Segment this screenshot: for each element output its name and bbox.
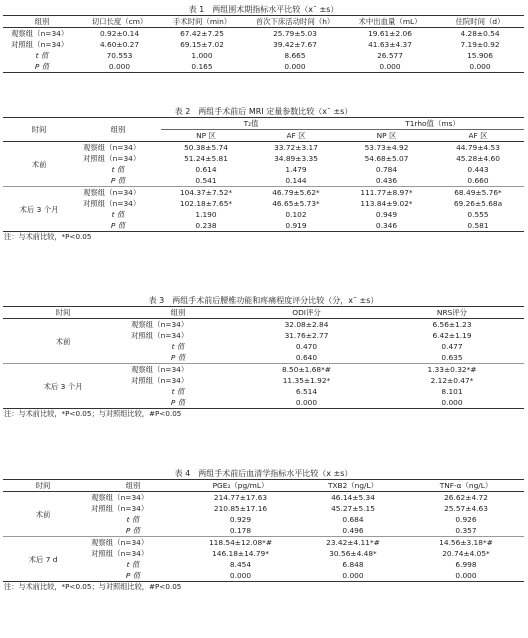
row-label: 对照组（n=34） — [91, 504, 149, 513]
table-row — [3, 153, 524, 164]
table-cell: 53.73±4.92 — [364, 143, 409, 152]
table-cell: 32.08±2.84 — [284, 320, 329, 329]
table-cell: 1.000 — [191, 51, 213, 60]
table-cell: 46.65±5.73* — [272, 199, 320, 208]
table-2-caption: 表 2 两组手术前后 MRI 定量参数比较（x¯ ±s） — [174, 107, 353, 116]
table-cell: 0.660 — [467, 176, 489, 185]
table-cell: 104.37±7.52* — [161, 187, 251, 199]
row-label: P 值 — [125, 571, 141, 580]
table-3-grid — [3, 306, 524, 409]
table-cell: 113.84±9.02* — [360, 199, 413, 208]
table-3 — [3, 295, 524, 419]
row-label: 观察组（n=34） — [75, 187, 161, 199]
t2-header-time: 时间 — [3, 118, 75, 142]
table-cell: 6.998 — [455, 560, 477, 569]
table-cell: 41.63±4.37 — [368, 40, 412, 49]
t4-header-group: 组别 — [83, 480, 183, 492]
table-cell: 45.28±4.60 — [456, 154, 500, 163]
t3-header-time: 时间 — [3, 307, 123, 319]
row-label: P 值 — [125, 526, 141, 535]
table-cell: 0.635 — [441, 353, 463, 362]
table-row — [3, 319, 524, 331]
table-cell: 6.514 — [295, 387, 318, 396]
t4-header-txb2: TXB2（ng/L） — [298, 480, 408, 492]
table-cell: 8.50±1.68*# — [233, 364, 380, 376]
table-2-note: 注：与术前比较，*P<0.05 — [4, 232, 92, 241]
table-cell: 214.77±17.63 — [213, 493, 268, 502]
table-cell: 0.443 — [467, 165, 489, 174]
table-row — [3, 50, 524, 61]
t2-header-t2: T₂值 — [161, 118, 341, 130]
table-cell: 11.35±1.92* — [282, 376, 331, 385]
table-cell: 0.640 — [295, 353, 318, 362]
table-cell: 6.42±1.19 — [432, 331, 472, 340]
table-cell: 0.919 — [285, 221, 307, 230]
row-label: t 值 — [111, 210, 125, 219]
table-cell: 0.477 — [441, 342, 463, 351]
table-4 — [3, 468, 524, 592]
table-cell: 1.190 — [195, 210, 217, 219]
table-cell: 68.49±5.76* — [432, 187, 524, 199]
table-cell: 0.000 — [229, 571, 252, 580]
table-cell: 102.18±7.65* — [179, 199, 233, 208]
table-cell: 26.62±4.72 — [444, 493, 488, 502]
row-label: t 值 — [171, 387, 185, 396]
row-group-time: 术前 — [31, 159, 47, 169]
table-2 — [3, 106, 524, 242]
table-4-grid — [3, 479, 524, 582]
table-cell: 0.000 — [108, 62, 131, 71]
table-cell: 30.56±4.48* — [329, 549, 377, 558]
row-label: 对照组（n=34） — [91, 549, 149, 558]
table-row — [3, 209, 524, 220]
row-label: 观察组（n=34） — [11, 29, 69, 38]
row-label: 对照组（n=34） — [11, 40, 69, 49]
table-cell: 0.357 — [455, 526, 477, 535]
table-row — [3, 164, 524, 175]
table-row — [3, 364, 524, 376]
t2-sub-af: AF 区 — [251, 130, 341, 142]
table-1-grid — [3, 15, 524, 73]
table-cell: 0.144 — [285, 176, 307, 185]
table-cell: 31.76±2.77 — [284, 331, 329, 340]
row-label: 对照组（n=34） — [83, 154, 141, 163]
table-cell: 0.496 — [342, 526, 364, 535]
row-group-time: 术后 3 个月 — [3, 187, 75, 232]
table-cell: 15.906 — [467, 51, 493, 60]
table-cell: 25.57±4.63 — [444, 504, 488, 513]
table-cell: 33.72±3.17 — [274, 143, 318, 152]
table-cell: 0.470 — [295, 342, 318, 351]
table-cell: 51.24±5.81 — [184, 154, 228, 163]
t4-header-pge2: PGE₂（pg/mL） — [183, 480, 298, 492]
table-cell: 0.949 — [375, 210, 398, 219]
table-cell: 0.238 — [195, 221, 217, 230]
t2-sub-af: AF 区 — [432, 130, 524, 142]
table-cell: 7.19±0.92 — [460, 40, 500, 49]
row-label: t 值 — [126, 515, 140, 524]
t4-header-tnf: TNF-α（ng/L） — [408, 480, 524, 492]
row-group-time: 术前 — [35, 509, 51, 519]
table-cell: 34.89±3.35 — [274, 154, 318, 163]
table-cell: 1.33±0.32*# — [380, 364, 524, 376]
row-label: t 值 — [126, 560, 140, 569]
row-label: P 值 — [34, 62, 50, 71]
row-label: 观察组（n=34） — [91, 493, 149, 502]
table-cell: 69.15±7.02 — [180, 40, 224, 49]
t1-header-group: 组别 — [3, 16, 81, 28]
t1-header-incision: 切口长度（cm） — [81, 16, 158, 28]
t2-header-group: 组别 — [75, 118, 161, 142]
table-cell: 0.614 — [195, 165, 217, 174]
table-cell: 1.479 — [285, 165, 307, 174]
t3-header-group: 组别 — [123, 307, 233, 319]
table-row — [3, 187, 524, 199]
table-cell: 0.178 — [229, 526, 252, 535]
table-cell: 0.684 — [342, 515, 364, 524]
t2-sub-np: NP 区 — [161, 130, 251, 142]
table-4-note: 注：与术前比较，*P<0.05；与对照组比较，#P<0.05 — [4, 582, 182, 591]
table-cell: 4.28±0.54 — [460, 29, 500, 38]
table-cell: 6.56±1.23 — [432, 320, 472, 329]
table-cell: 210.85±17.16 — [213, 504, 268, 513]
table-cell: 8.665 — [284, 51, 306, 60]
table-cell: 0.92±0.14 — [99, 29, 140, 38]
t1-header-blood-loss: 术中出血量（mL） — [344, 16, 436, 28]
table-row — [3, 142, 524, 154]
row-label: 观察组（n=34） — [123, 364, 233, 376]
table-cell: 8.101 — [441, 387, 463, 396]
row-label: P 值 — [170, 353, 186, 362]
table-cell: 45.27±5.15 — [331, 504, 375, 513]
table-1 — [3, 4, 524, 73]
t2-header-trho: T1rho值（ms） — [341, 118, 524, 130]
table-4-header-row — [3, 480, 524, 492]
row-label: P 值 — [170, 398, 186, 407]
table-cell: 0.541 — [195, 176, 217, 185]
row-label: t 值 — [111, 165, 125, 174]
row-label: 观察组（n=34） — [131, 320, 189, 329]
table-cell: 0.346 — [375, 221, 398, 230]
table-3-caption: 表 3 两组手术前后腰椎功能和疼痛程度评分比较（分，x¯ ±s） — [148, 296, 379, 305]
row-label: 对照组（n=34） — [131, 376, 189, 385]
table-cell: 0.000 — [295, 398, 318, 407]
table-row — [3, 537, 524, 549]
table-cell: 0.926 — [455, 515, 477, 524]
row-group-time: 术后 7 d — [3, 537, 83, 582]
table-cell: 54.68±5.07 — [364, 154, 409, 163]
table-3-header-row — [3, 307, 524, 319]
table-cell: 14.56±3.18*# — [408, 537, 524, 549]
table-cell: 67.42±7.25 — [180, 29, 224, 38]
table-cell: 146.18±14.79* — [212, 549, 269, 558]
table-cell: 0.555 — [467, 210, 489, 219]
table-row — [3, 39, 524, 50]
t4-header-time: 时间 — [3, 480, 83, 492]
table-cell: 0.000 — [469, 62, 491, 71]
row-label: t 值 — [35, 51, 49, 60]
row-label: t 值 — [171, 342, 185, 351]
table-cell: 0.784 — [375, 165, 398, 174]
table-cell: 0.000 — [441, 398, 463, 407]
table-row — [3, 61, 524, 73]
table-cell: 2.12±0.47* — [430, 376, 474, 385]
row-label: P 值 — [110, 176, 126, 185]
table-row — [3, 220, 524, 232]
table-3-note: 注：与术前比较，*P<0.05；与对照组比较，#P<0.05 — [4, 409, 182, 418]
table-cell: 0.436 — [375, 176, 398, 185]
table-2-header-row-1 — [3, 118, 524, 130]
row-group-time: 术后 3 个月 — [3, 364, 123, 409]
table-cell: 23.42±4.11*# — [298, 537, 408, 549]
table-cell: 39.42±7.67 — [273, 40, 317, 49]
table-4-caption: 表 4 两组手术前后血清学指标水平比较（x ±s） — [174, 469, 353, 478]
table-cell: 26.577 — [377, 51, 403, 60]
t3-header-nrs: NRS评分 — [380, 307, 524, 319]
row-group-time: 术前 — [55, 336, 71, 346]
table-cell: 69.26±5.68a — [453, 199, 503, 208]
t1-header-ambulation: 首次下床活动时间（h） — [246, 16, 344, 28]
table-cell: 8.454 — [229, 560, 252, 569]
table-cell: 118.54±12.08*# — [183, 537, 298, 549]
table-row — [3, 175, 524, 187]
table-cell: 20.74±4.05* — [442, 549, 490, 558]
table-cell: 19.61±2.06 — [368, 29, 412, 38]
table-2-grid — [3, 117, 524, 232]
table-cell: 46.14±5.34 — [331, 493, 375, 502]
row-label: P 值 — [110, 221, 126, 230]
table-cell: 6.848 — [342, 560, 364, 569]
row-label: 观察组（n=34） — [83, 537, 183, 549]
table-cell: 0.000 — [284, 62, 306, 71]
t1-header-stay: 住院时间（d） — [436, 16, 524, 28]
table-cell: 0.929 — [229, 515, 252, 524]
table-cell: 0.165 — [191, 62, 213, 71]
table-cell: 44.79±4.53 — [456, 143, 500, 152]
table-cell: 111.77±8.97* — [341, 187, 432, 199]
table-1-header-row — [3, 16, 524, 28]
table-cell: 4.60±0.27 — [99, 40, 140, 49]
row-label: 对照组（n=34） — [131, 331, 189, 340]
table-cell: 0.581 — [467, 221, 489, 230]
table-cell: 0.102 — [285, 210, 307, 219]
table-cell: 0.000 — [455, 571, 477, 580]
table-cell: 0.000 — [342, 571, 364, 580]
table-cell: 70.553 — [106, 51, 133, 60]
table-cell: 25.79±5.03 — [273, 29, 317, 38]
table-1-caption: 表 1 两组围术期指标水平比较（x¯ ±s） — [188, 5, 339, 14]
row-label: 对照组（n=34） — [83, 199, 141, 208]
t3-header-odi: ODI评分 — [233, 307, 380, 319]
table-cell: 50.38±5.74 — [184, 143, 228, 152]
table-row — [3, 492, 524, 504]
row-label: 观察组（n=34） — [83, 143, 141, 152]
table-row — [3, 28, 524, 40]
t2-sub-np: NP 区 — [341, 130, 432, 142]
t1-header-op-time: 手术时间（min） — [158, 16, 246, 28]
table-row — [3, 198, 524, 209]
table-cell: 0.000 — [379, 62, 401, 71]
table-cell: 46.79±5.62* — [251, 187, 341, 199]
